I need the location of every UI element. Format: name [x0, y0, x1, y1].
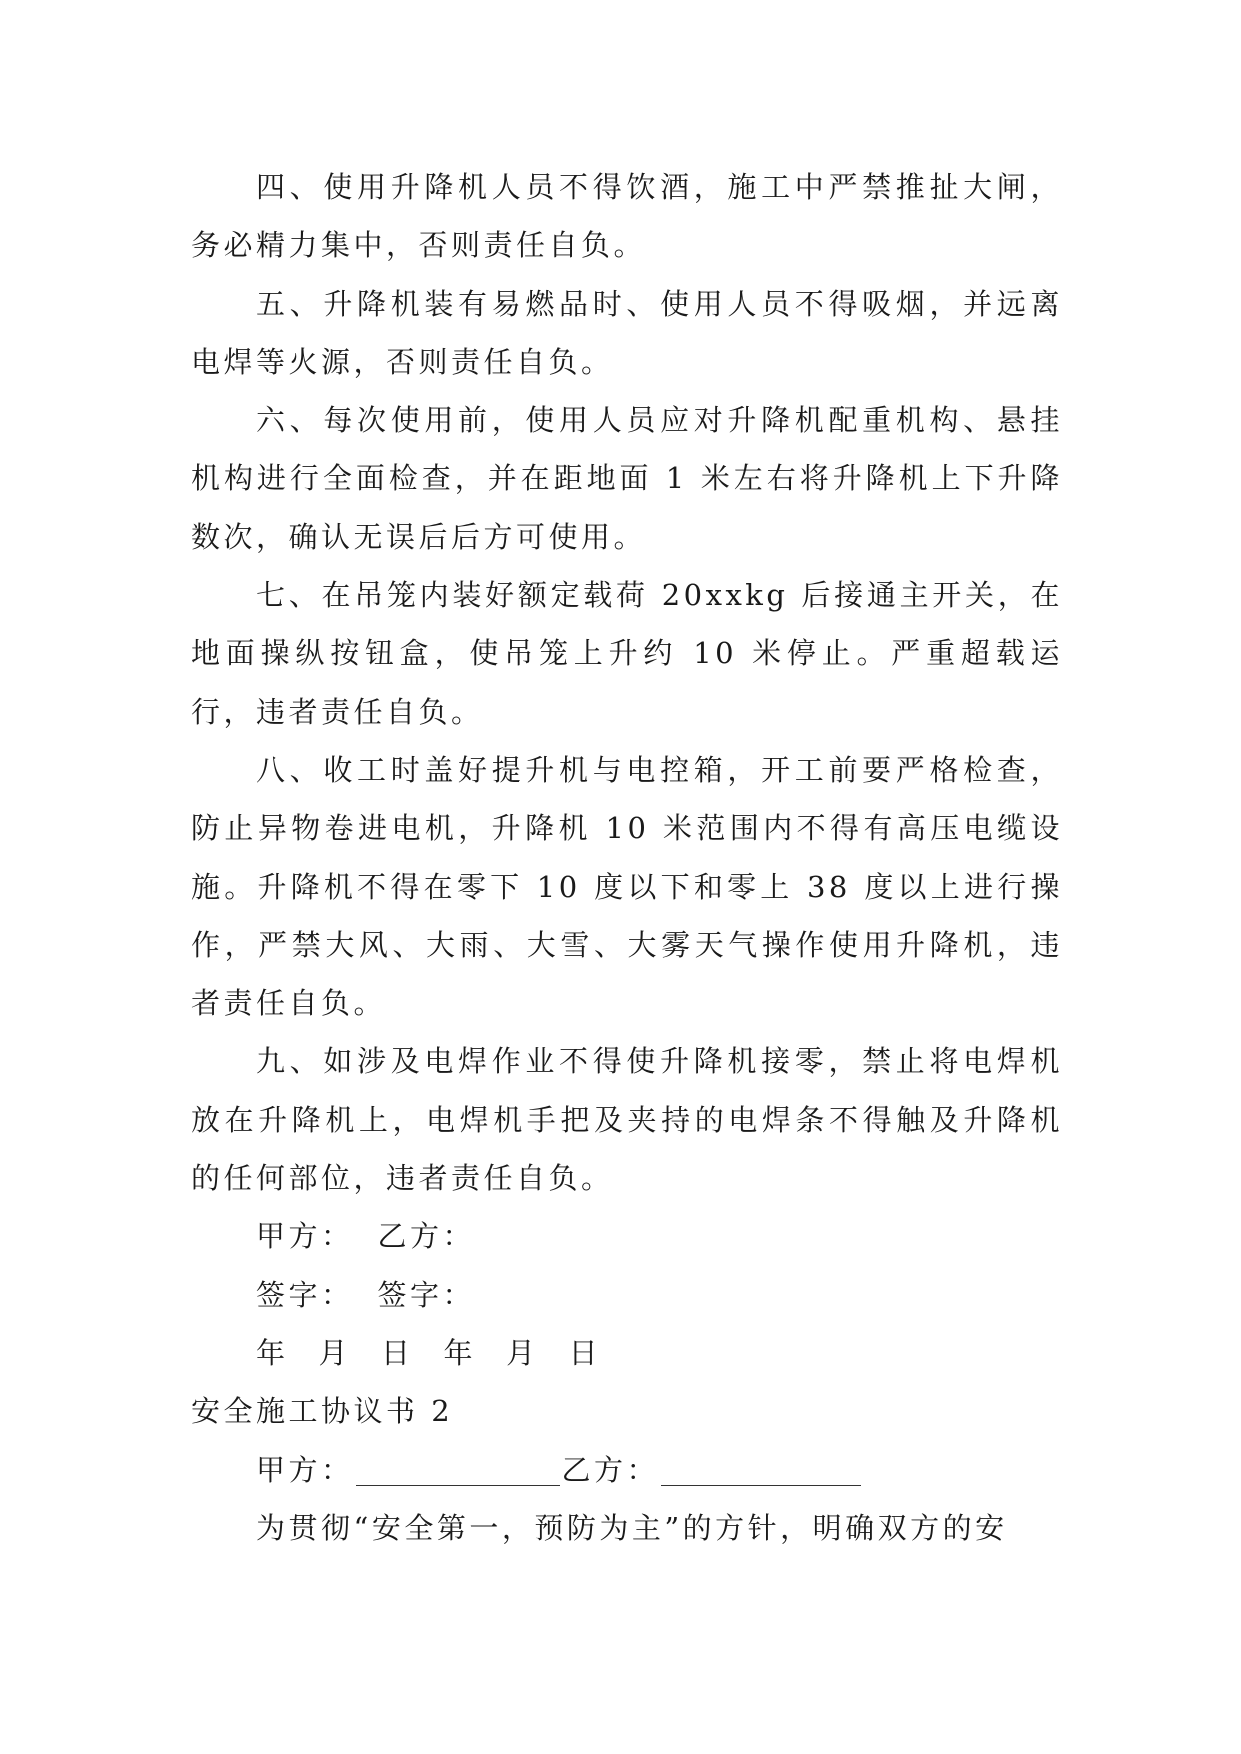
date-month-b: 月 — [506, 1335, 539, 1370]
clause-9: 九、如涉及电焊作业不得使升降机接零，禁止将电焊机放在升降机上，电焊机手把及夹持的电焊条不得触及升降机的任何部位，违者责任自负。 — [191, 1044, 1063, 1196]
section-2-party-b-label: 乙方： — [561, 1452, 660, 1487]
party-b-label: 乙方： — [377, 1219, 476, 1254]
section-2-title: 安全施工协议书 2 — [191, 1394, 454, 1429]
party-line — [191, 1207, 1063, 1265]
document-body — [191, 158, 1063, 1557]
party-a-blank[interactable] — [356, 1483, 560, 1486]
date-day-b: 日 — [568, 1335, 602, 1370]
clause-6: 六、每次使用前，使用人员应对升降机配重机构、悬挂机构进行全面检查，并在距地面 1 米左右将升降机上下升降数次，确认无误后后方可使用。 — [191, 403, 1063, 554]
date-line — [191, 1324, 1063, 1382]
date-year-b: 年 — [443, 1335, 477, 1370]
section-2-party-a-label: 甲方： — [256, 1452, 354, 1487]
section-2-party-line — [191, 1441, 1063, 1499]
date-day-a: 日 — [381, 1335, 414, 1370]
signature-line — [191, 1266, 1063, 1324]
clause-8: 八、收工时盖好提升机与电控箱，开工前要严格检查，防止异物卷进电机，升降机 10 米范围内不得有高压电缆设施。升降机不得在零下 10 度以下和零上 38 度以上进行操作，严禁大风、大雨、大雪、大雾天气操作使用升降机，违者责任自负。 — [191, 752, 1063, 1021]
date-month-a: 月 — [318, 1335, 352, 1370]
party-a-label: 甲方： — [256, 1219, 354, 1254]
sign-b-label: 签字： — [377, 1277, 476, 1312]
sign-a-label: 签字： — [256, 1277, 354, 1312]
section-2-intro: 为贯彻“安全第一，预防为主”的方针，明确双方的安 — [256, 1510, 1008, 1545]
clause-5: 五、升降机装有易燃品时、使用人员不得吸烟，并远离电焊等火源，否则责任自负。 — [191, 286, 1063, 379]
clause-4: 四、使用升降机人员不得饮酒，施工中严禁推扯大闸，务必精力集中，否则责任自负。 — [191, 170, 1063, 263]
party-b-blank[interactable] — [661, 1483, 861, 1486]
clause-7: 七、在吊笼内装好额定载荷 20xxkg 后接通主开关，在地面操纵按钮盒，使吊笼上升约 10 米停止。严重超载运行，违者责任自负。 — [191, 578, 1063, 729]
date-year-a: 年 — [256, 1335, 289, 1370]
